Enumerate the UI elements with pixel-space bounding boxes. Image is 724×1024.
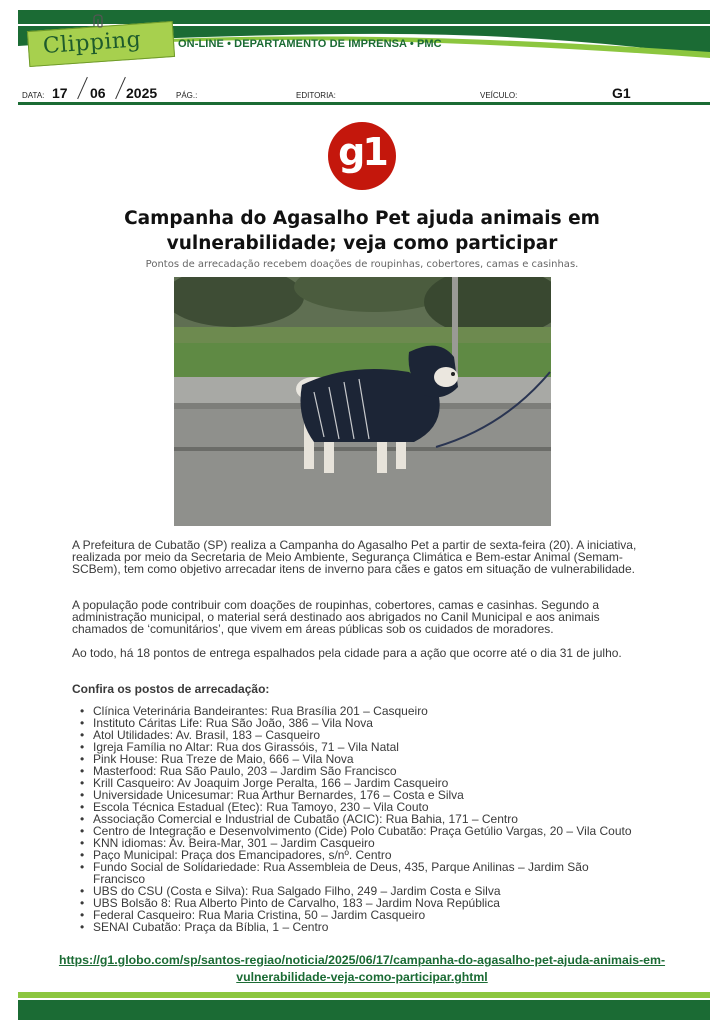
paperclip-icon — [90, 14, 116, 28]
g1-logo — [328, 122, 396, 190]
date-year: 2025 — [126, 85, 158, 101]
posts-heading: Confira os postos de arrecadação: — [72, 682, 270, 696]
veiculo-label: VEÍCULO: — [480, 91, 518, 100]
list-item-text: Pink House: Rua Treze de Maio, 666 – Vila Nova — [93, 752, 354, 766]
list-item-text: Associação Comercial e Industrial de Cubatão (ACIC): Rua Bahia, 171 – Centro — [93, 812, 518, 826]
list-item-text: Centro de Integração e Desenvolvimento (Cide) Polo Cubatão: Praça Getúlio Vargas, 20 – Vila Couto — [93, 824, 632, 838]
bullet-icon: • — [80, 848, 85, 862]
paragraph-3: Ao todo, há 18 pontos de entrega espalhados pela cidade para a ação que ocorre até o dia 31 de julho. — [72, 646, 622, 660]
bullet-icon: • — [80, 764, 85, 778]
bullet-icon: • — [80, 812, 85, 826]
list-item — [80, 861, 640, 885]
list-item — [80, 921, 640, 933]
list-item-text: UBS Bolsão 8: Rua Alberto Pinto de Carvalho, 183 – Jardim Nova República — [93, 896, 500, 910]
bullet-icon: • — [80, 704, 85, 718]
list-item-text: Krill Casqueiro: Av Joaquim Jorge Peralta, 166 – Jardim Casqueiro — [93, 776, 449, 790]
list-item-text: Federal Casqueiro: Rua Maria Cristina, 50 – Jardim Casqueiro — [93, 908, 426, 922]
list-item-text: Universidade Unicesumar: Rua Arthur Bernardes, 176 – Costa e Silva — [93, 788, 464, 802]
bullet-icon: • — [80, 800, 85, 814]
date-month: 06 — [90, 85, 106, 101]
editoria-label: EDITORIA: — [296, 91, 336, 100]
bullet-icon: • — [80, 836, 85, 850]
bullet-icon: • — [80, 824, 85, 838]
list-item-text: SENAI Cubatão: Praça da Bíblia, 1 – Centro — [93, 920, 329, 934]
footer-bar — [18, 1000, 710, 1020]
list-item-text: Paço Municipal: Praça dos Emancipadores, s/nº. Centro — [93, 848, 392, 862]
clipping-brand: Clipping — [42, 27, 143, 60]
bullet-icon: • — [80, 728, 85, 742]
paragraph-1: A Prefeitura de Cubatão (SP) realiza a Campanha do Agasalho Pet a partir de sexta-feira (20). A iniciativa, realizada por meio da Secretaria de Meio Ambiente, Segurança Climática e Bem-estar Animal (Semam-SCBem), tem como objetivo arrecadar itens de inverno para cães e gatos em situação de vulnerabilidade. — [72, 538, 637, 576]
list-item-text: Escola Técnica Estadual (Etec): Rua Tamoyo, 230 – Vila Couto — [93, 800, 429, 814]
paragraph-2: A população pode contribuir com doações de roupinhas, cobertores, camas e casinhas. Segundo a administração municipal, o material será destinado aos abrigados no Canil Municipal e aos animais chamados de ‘comunitários’, que vivem em áreas públicas sob os cuidados de moradores. — [72, 598, 600, 636]
g1-logo-text: g1 — [338, 130, 386, 174]
article-subtitle: Pontos de arrecadação recebem doações de roupinhas, cobertores, camas e casinhas. — [145, 259, 579, 270]
bullet-icon: • — [80, 920, 85, 934]
bullet-icon: • — [80, 788, 85, 802]
bullet-icon: • — [80, 740, 85, 754]
bullet-icon: • — [80, 860, 85, 874]
date-separator — [115, 77, 126, 99]
source-link[interactable]: https://g1.globo.com/sp/santos-regiao/noticia/2025/06/17/campanha-do-agasalho-pet-ajuda-animais-em-vulnerabilidade-veja-como-participar.ghtml — [58, 953, 666, 984]
list-item-text: Instituto Cáritas Life: Rua São João, 386 – Vila Nova — [93, 716, 373, 730]
list-item-text: UBS do CSU (Costa e Silva): Rua Salgado Filho, 249 – Jardim Costa e Silva — [93, 884, 501, 898]
list-item-text: KNN idiomas: Av. Beira-Mar, 301 – Jardim Casqueiro — [93, 836, 375, 850]
list-item-text: Igreja Família no Altar: Rua dos Girassóis, 71 – Vila Natal — [93, 740, 399, 754]
article-photo-dog-in-jacket — [174, 277, 551, 526]
footer-stripe-light — [18, 992, 710, 998]
date-day: 17 — [52, 85, 68, 101]
bullet-icon: • — [80, 908, 85, 922]
date-label: DATA: — [22, 91, 45, 100]
list-item-text: Clínica Veterinária Bandeirantes: Rua Brasília 201 – Casqueiro — [93, 704, 428, 718]
date-separator — [77, 77, 88, 99]
article-title: Campanha do Agasalho Pet ajuda animais em vulnerabilidade; veja como participar — [124, 208, 600, 254]
posts-list — [80, 705, 640, 933]
bullet-icon: • — [80, 896, 85, 910]
list-item-text: Masterfood: Rua São Paulo, 203 – Jardim São Francisco — [93, 764, 397, 778]
header-tagline: ON-LINE • DEPARTAMENTO DE IMPRENSA • PMC — [178, 38, 442, 50]
meta-divider — [18, 102, 710, 105]
meta-row — [22, 82, 712, 104]
bullet-icon: • — [80, 752, 85, 766]
page-label: PÁG.: — [176, 91, 198, 100]
bullet-icon: • — [80, 776, 85, 790]
list-item-text: Atol Utilidades: Av. Brasil, 183 – Casqueiro — [93, 728, 321, 742]
list-item-text: Fundo Social de Solidariedade: Rua Assembleia de Deus, 435, Parque Anilinas – Jardim São Francisco — [93, 860, 589, 886]
bullet-icon: • — [80, 884, 85, 898]
bullet-icon: • — [80, 716, 85, 730]
veiculo-value: G1 — [612, 85, 631, 101]
